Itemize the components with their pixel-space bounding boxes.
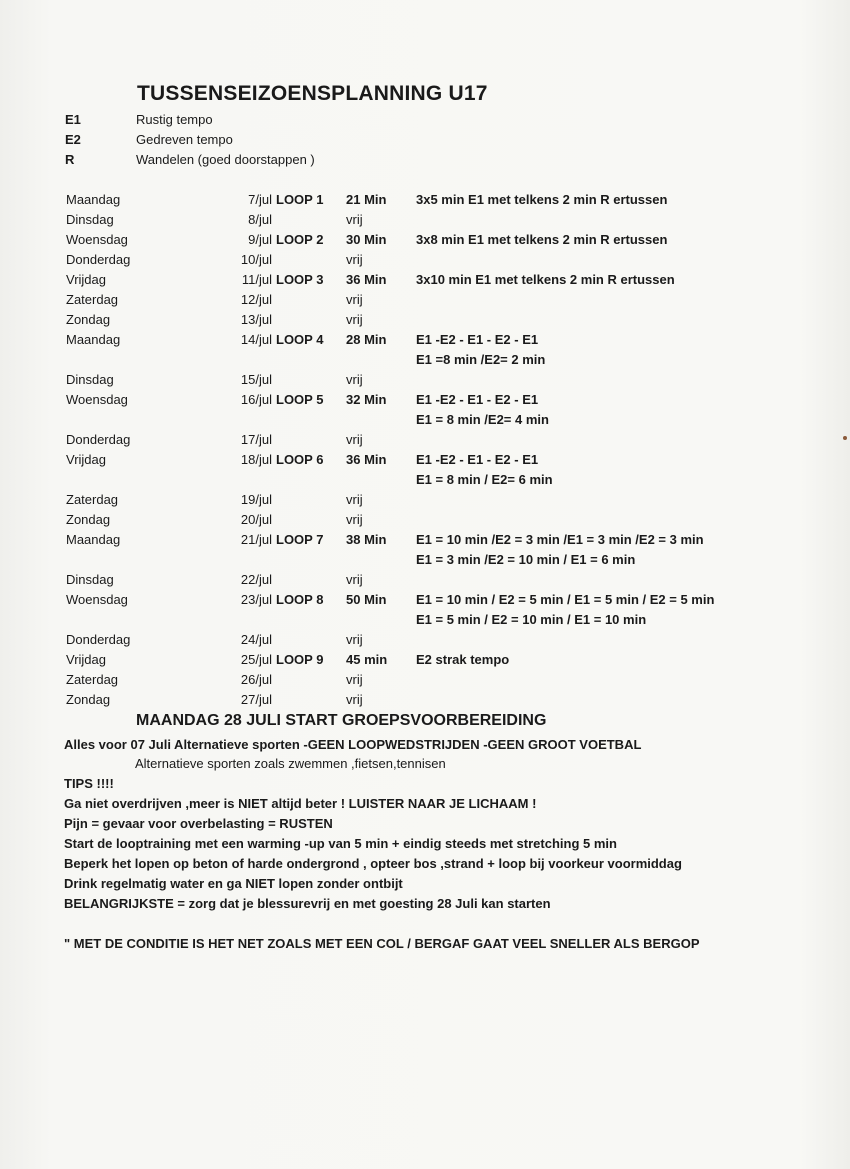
legend-code: E2 [65, 132, 81, 147]
schedule-date: 7/jul [248, 192, 272, 207]
schedule-duration: 36 Min [346, 452, 387, 467]
schedule-duration: vrij [346, 312, 363, 327]
schedule-row [0, 432, 850, 452]
schedule-date: 25/jul [240, 652, 272, 667]
schedule-loop: LOOP 8 [276, 592, 324, 607]
schedule-date: 18/jul [240, 452, 272, 467]
schedule-loop: LOOP 9 [276, 652, 324, 667]
schedule-loop: LOOP 2 [276, 232, 324, 247]
schedule-duration: vrij [346, 492, 363, 507]
schedule-date: 19/jul [240, 492, 272, 507]
schedule-row [0, 312, 850, 332]
tip-line: Pijn = gevaar voor overbelasting = RUSTEN [64, 816, 333, 831]
schedule-day: Vrijdag [66, 652, 106, 667]
schedule-day: Donderdag [66, 432, 131, 447]
schedule-row [0, 592, 850, 632]
schedule-desc-detail: E1 = 5 min / E2 = 10 min / E1 = 10 min [416, 612, 647, 627]
schedule-day: Vrijdag [66, 452, 106, 467]
schedule-duration: 50 Min [346, 592, 387, 607]
schedule-day: Woensdag [66, 232, 128, 247]
tip-line: Ga niet overdrijven ,meer is NIET altijd beter ! LUISTER NAAR JE LICHAAM ! [64, 796, 537, 811]
schedule-day: Woensdag [66, 392, 128, 407]
schedule-loop: LOOP 1 [276, 192, 324, 207]
schedule-desc-detail: E1 = 8 min / E2= 6 min [416, 472, 553, 487]
schedule-row [0, 532, 850, 572]
legend-desc: Wandelen (goed doorstappen ) [136, 152, 315, 167]
schedule-duration: 32 Min [346, 392, 387, 407]
schedule-date: 24/jul [240, 632, 272, 647]
schedule-day: Donderdag [66, 252, 131, 267]
schedule-row [0, 232, 850, 252]
scan-speck [843, 436, 847, 440]
schedule-duration: vrij [346, 432, 363, 447]
schedule-day: Dinsdag [66, 372, 114, 387]
schedule-row [0, 692, 850, 712]
schedule-day: Dinsdag [66, 212, 114, 227]
schedule-duration: vrij [346, 692, 363, 707]
schedule-loop: LOOP 3 [276, 272, 324, 287]
schedule-desc-detail: E1 = 3 min /E2 = 10 min / E1 = 6 min [416, 552, 636, 567]
schedule-duration: 36 Min [346, 272, 387, 287]
schedule-day: Vrijdag [66, 272, 106, 287]
tip-line: Beperk het lopen op beton of harde ondergrond , opteer bos ,strand + loop bij voorkeur voormiddag [64, 856, 682, 871]
schedule-day: Maandag [66, 332, 121, 347]
schedule-row [0, 252, 850, 272]
schedule-duration: 21 Min [346, 192, 387, 207]
schedule-duration: vrij [346, 292, 363, 307]
schedule-date: 26/jul [240, 672, 272, 687]
tip-line: Start de looptraining met een warming -up van 5 min + eindig steeds met stretching 5 min [64, 836, 617, 851]
schedule-date: 20/jul [240, 512, 272, 527]
schedule-desc: E1 = 10 min /E2 = 3 min /E1 = 3 min /E2 = 3 min [416, 532, 704, 547]
schedule-duration: 45 min [346, 652, 388, 667]
schedule-day: Zaterdag [66, 672, 119, 687]
schedule-desc: E1 -E2 - E1 - E2 - E1 [416, 392, 539, 407]
schedule-row [0, 452, 850, 492]
schedule-row [0, 652, 850, 672]
start-heading: MAANDAG 28 JULI START GROEPSVOORBEREIDING [136, 712, 547, 729]
schedule-day: Woensdag [66, 592, 128, 607]
schedule-day: Zaterdag [66, 492, 119, 507]
schedule-day: Zondag [66, 692, 111, 707]
legend-desc: Gedreven tempo [136, 132, 233, 147]
schedule-duration: 38 Min [346, 532, 387, 547]
schedule-date: 15/jul [240, 372, 272, 387]
alternatives-sub: Alternatieve sporten zoals zwemmen ,fietsen,tennisen [135, 756, 446, 771]
schedule-day: Dinsdag [66, 572, 114, 587]
schedule-date: 22/jul [240, 572, 272, 587]
legend-code: E1 [65, 112, 81, 127]
tips-title: TIPS !!!! [64, 776, 114, 791]
schedule-loop: LOOP 7 [276, 532, 324, 547]
schedule-date: 10/jul [240, 252, 272, 267]
schedule-date: 23/jul [240, 592, 272, 607]
schedule-duration: vrij [346, 252, 363, 267]
schedule-duration: vrij [346, 672, 363, 687]
schedule-loop: LOOP 4 [276, 332, 324, 347]
schedule-desc: E1 -E2 - E1 - E2 - E1 [416, 452, 539, 467]
schedule-date: 11/jul [241, 272, 272, 287]
schedule-day: Maandag [66, 532, 121, 547]
schedule-desc: 3x10 min E1 met telkens 2 min R ertussen [416, 272, 675, 287]
schedule-duration: vrij [346, 632, 363, 647]
schedule-desc: 3x8 min E1 met telkens 2 min R ertussen [416, 232, 668, 247]
schedule-desc-detail: E1 =8 min /E2= 2 min [416, 352, 546, 367]
schedule-duration: vrij [346, 372, 363, 387]
schedule-date: 21/jul [240, 532, 272, 547]
schedule-row [0, 372, 850, 392]
schedule-row [0, 572, 850, 592]
schedule-row [0, 632, 850, 652]
schedule-date: 27/jul [240, 692, 272, 707]
legend-desc: Rustig tempo [136, 112, 213, 127]
schedule-row [0, 512, 850, 532]
schedule-date: 16/jul [240, 392, 272, 407]
schedule-day: Zondag [66, 312, 111, 327]
schedule-day: Zondag [66, 512, 111, 527]
schedule-day: Donderdag [66, 632, 131, 647]
schedule-date: 17/jul [240, 432, 272, 447]
schedule-desc: 3x5 min E1 met telkens 2 min R ertussen [416, 192, 668, 207]
schedule-loop: LOOP 5 [276, 392, 324, 407]
schedule-row [0, 672, 850, 692]
schedule-desc: E1 -E2 - E1 - E2 - E1 [416, 332, 539, 347]
schedule-row [0, 332, 850, 372]
schedule-loop: LOOP 6 [276, 452, 324, 467]
schedule-date: 9/jul [248, 232, 272, 247]
schedule-duration: 28 Min [346, 332, 387, 347]
schedule-day: Zaterdag [66, 292, 119, 307]
schedule-date: 14/jul [240, 332, 272, 347]
schedule-row [0, 212, 850, 232]
tip-line: Drink regelmatig water en ga NIET lopen zonder ontbijt [64, 876, 403, 891]
schedule-date: 8/jul [248, 212, 272, 227]
schedule-duration: 30 Min [346, 232, 387, 247]
schedule-duration: vrij [346, 212, 363, 227]
schedule-day: Maandag [66, 192, 121, 207]
quote-line: " MET DE CONDITIE IS HET NET ZOALS MET EEN COL / BERGAF GAAT VEEL SNELLER ALS BERGOP [64, 936, 700, 951]
schedule-row [0, 192, 850, 212]
schedule-row [0, 492, 850, 512]
legend-code: R [65, 152, 75, 167]
alternatives-line: Alles voor 07 Juli Alternatieve sporten -GEEN LOOPWEDSTRIJDEN -GEEN GROOT VOETBAL [64, 737, 642, 752]
page-title: TUSSENSEIZOENSPLANNING U17 [137, 82, 488, 105]
schedule-date: 12/jul [240, 292, 272, 307]
schedule-desc: E1 = 10 min / E2 = 5 min / E1 = 5 min / E2 = 5 min [416, 592, 715, 607]
schedule-row [0, 292, 850, 312]
schedule-duration: vrij [346, 512, 363, 527]
schedule-desc: E2 strak tempo [416, 652, 510, 667]
schedule-duration: vrij [346, 572, 363, 587]
schedule-row [0, 392, 850, 432]
schedule-date: 13/jul [240, 312, 272, 327]
schedule-row [0, 272, 850, 292]
schedule-desc-detail: E1 = 8 min /E2= 4 min [416, 412, 549, 427]
tip-line: BELANGRIJKSTE = zorg dat je blessurevrij en met goesting 28 Juli kan starten [64, 896, 551, 911]
